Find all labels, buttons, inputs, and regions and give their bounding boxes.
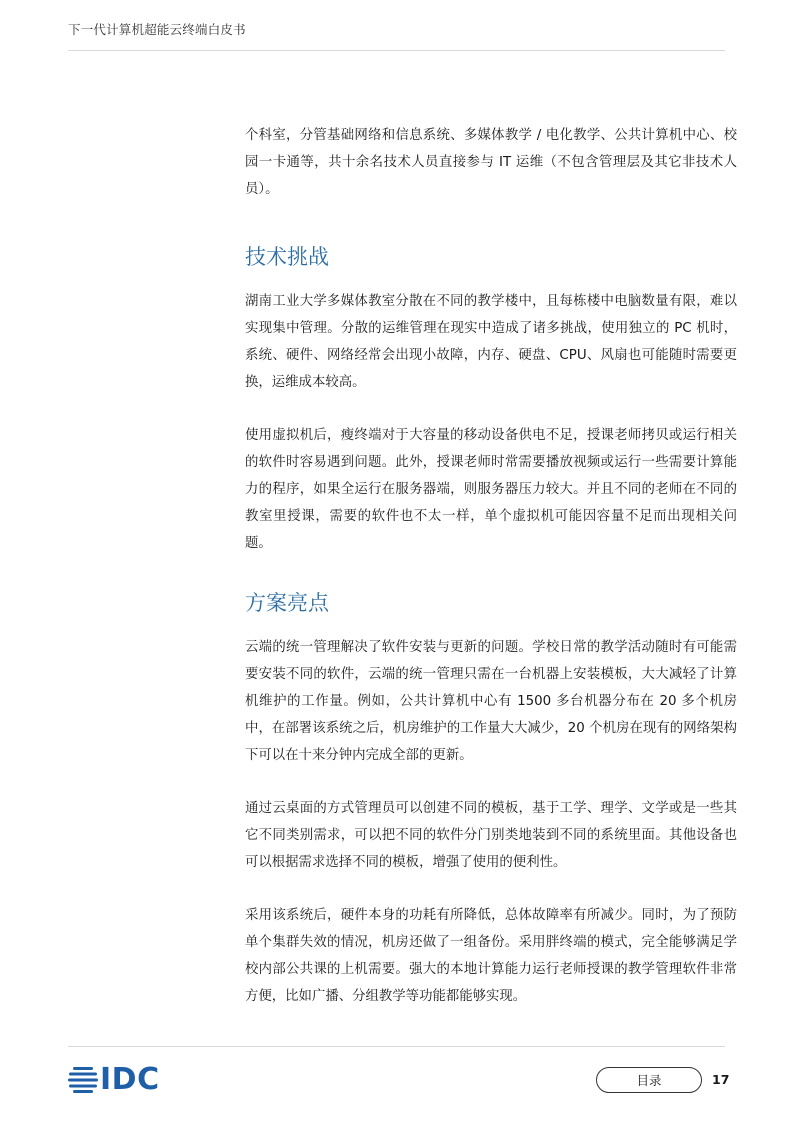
intro-paragraph: 个科室，分管基础网络和信息系统、多媒体教学 / 电化教学、公共计算机中心、校园一卡通等，共十余名技术人员直接参与 IT 运维（不包含管理层及其它非技术人员）。 xyxy=(245,128,737,197)
main-content xyxy=(245,122,737,1010)
idc-logo xyxy=(68,1064,160,1096)
body-paragraph: 采用该系统后，硬件本身的功耗有所降低，总体故障率有所减少。同时，为了预防单个集群失效的情况，机房还做了一组备份。采用胖终端的模式，完全能够满足学校内部公共课的上机需要。强大的本地计算能力运行老师授课的教学管理软件非常方便，比如广播、分组教学等功能都能够实现。 xyxy=(245,908,737,1004)
section-heading-solution-highlights: 方案亮点 xyxy=(245,591,329,615)
document-title: 下一代计算机超能云终端白皮书 xyxy=(68,22,246,37)
body-paragraph: 湖南工业大学多媒体教室分散在不同的教学楼中，且每栋楼中电脑数量有限，难以实现集中管理。分散的运维管理在现实中造成了诸多挑战，使用独立的 PC 机时，系统、硬件、网络经常会出现小故障，内存、硬盘、CPU、风扇也可能随时需要更换，运维成本较高。 xyxy=(245,294,737,390)
table-of-contents-button[interactable]: 目录 xyxy=(596,1067,702,1093)
body-paragraph: 使用虚拟机后，瘦终端对于大容量的移动设备供电不足，授课老师拷贝或运行相关的软件时容易遇到问题。此外，授课老师时常需要播放视频或运行一些需要计算能力的程序，如果全运行在服务器端，则服务器压力较大。并且不同的老师在不同的教室里授课，需要的软件也不太一样，单个虚拟机可能因容量不足而出现相关问题。 xyxy=(245,428,737,551)
header-divider xyxy=(68,50,725,51)
page-number: 17 xyxy=(712,1072,730,1087)
body-paragraph: 通过云桌面的方式管理员可以创建不同的模板，基于工学、理学、文学或是一些其它不同类别需求，可以把不同的软件分门别类地装到不同的系统里面。其他设备也可以根据需求选择不同的模板，增强了使用的便利性。 xyxy=(245,801,737,870)
section-heading-tech-challenges: 技术挑战 xyxy=(245,245,329,269)
idc-globe-icon xyxy=(68,1066,98,1094)
logo-wordmark: IDC xyxy=(100,1062,160,1097)
body-paragraph: 云端的统一管理解决了软件安装与更新的问题。学校日常的教学活动随时有可能需要安装不同的软件，云端的统一管理只需在一台机器上安装模板，大大减轻了计算机维护的工作量。例如，公共计算机中心有 1500 多台机器分布在 20 多个机房中，在部署该系统之后，机房维护的工作量大大减少，20 个机房在现有的网络架构下可以在十来分钟内完成全部的更新。 xyxy=(245,640,737,763)
footer-divider xyxy=(68,1046,725,1047)
